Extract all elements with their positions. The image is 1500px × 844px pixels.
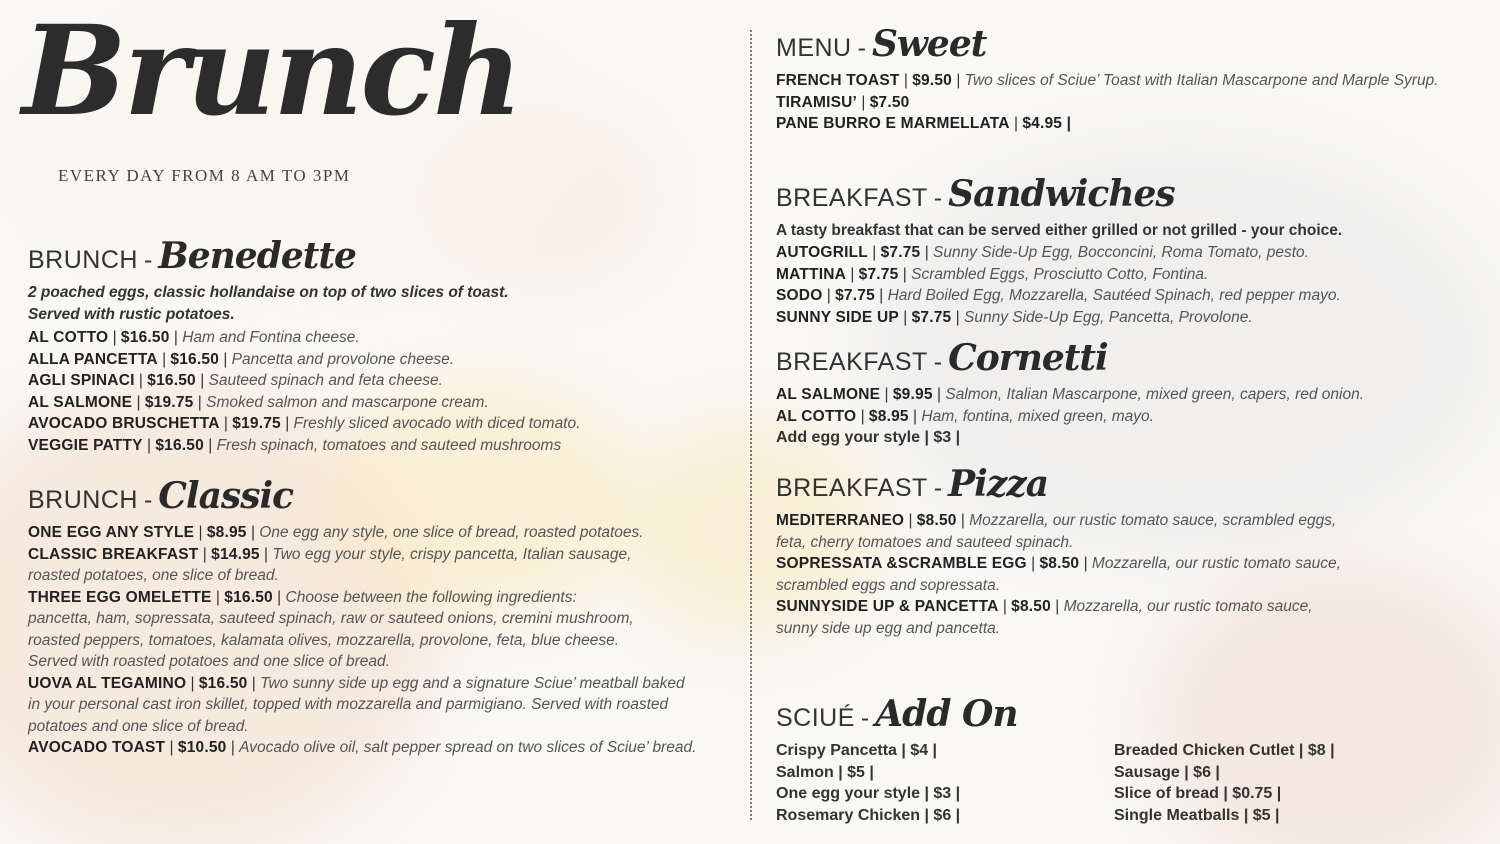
menu-item: CLASSIC BREAKFAST | $14.95 | Two egg your style, crispy pancetta, Italian sausage, [28, 545, 632, 563]
section-heading: BRUNCH - Classic [28, 475, 294, 517]
heading-script: Classic [158, 475, 294, 517]
menu-item: ONE EGG ANY STYLE | $8.95 | One egg any style, one slice of bread, roasted potatoes. [28, 524, 644, 541]
section-heading: MENU - Sweet [776, 23, 987, 65]
addon-column-left [776, 740, 1114, 826]
item-name: AL SALMONE [28, 393, 133, 411]
item-name: PANE BURRO E MARMELLATA [776, 115, 1010, 132]
heading-prefix: MENU [776, 34, 852, 62]
addon-item: Rosemary Chicken | $6 | [776, 806, 961, 824]
item-description-continued: roasted peppers, tomatoes, kalamata olives, mozzarella, provolone, feta, blue cheese. [28, 631, 620, 649]
item-price: $16.50 [224, 588, 273, 606]
menu-item: SUNNY SIDE UP | $7.75 | Sunny Side-Up Egg, Pancetta, Provolone. [776, 308, 1253, 326]
item-description: Sunny Side-Up Egg, Bocconcini, Roma Tomato, pesto. [933, 244, 1309, 261]
addon-item: Single Meatballs | $5 | [1114, 806, 1280, 824]
item-description: Avocado olive oil, salt pepper spread on two slices of Sciue’ bread. [239, 739, 697, 756]
item-price: $19.75 [144, 393, 194, 411]
item-price: $7.75 [880, 244, 921, 261]
heading-script: Add On [875, 693, 1018, 735]
item-price: $16.50 [198, 674, 248, 692]
item-description-continued: pancetta, ham, sopressata, sauteed spinach, raw or sauteed onions, cremini mushroom, [28, 610, 634, 627]
item-name: AUTOGRILL [776, 244, 868, 261]
item-description: Ham, fontina, mixed green, mayo. [921, 407, 1154, 425]
menu-item: VEGGIE PATTY | $16.50 | Fresh spinach, tomatoes and sauteed mushrooms [28, 436, 562, 454]
item-description: Salmon, Italian Mascarpone, mixed green, capers, red onion. [945, 386, 1365, 403]
item-description-continued: feta, cherry tomatoes and sauteed spinach. [776, 533, 1074, 551]
item-description-continued: in your personal cast iron skillet, topped with mozzarella and parmigiano. Served with roasted [28, 696, 669, 713]
heading-prefix: BREAKFAST [776, 474, 928, 502]
menu-item: AL COTTO | $16.50 | Ham and Fontina cheese. [28, 329, 360, 346]
item-price: $7.75 [835, 287, 875, 304]
item-name: AL COTTO [28, 329, 109, 346]
item-price: $16.50 [155, 436, 204, 454]
page-title: Brunch [22, 0, 521, 144]
heading-script: Pizza [948, 463, 1049, 505]
addon-item: Salmon | $5 | [776, 763, 874, 781]
section-breakfast-cornetti [776, 337, 1486, 449]
menu-item: MATTINA | $7.75 | Scrambled Eggs, Prosciutto Cotto, Fontina. [776, 265, 1209, 283]
menu-item: SODO | $7.75 | Hard Boiled Egg, Mozzarella, Sautéed Spinach, red pepper mayo. [776, 287, 1341, 304]
item-price: $8.95 [868, 407, 909, 425]
item-name: AL SALMONE [776, 386, 881, 403]
item-name: AVOCADO TOAST [28, 739, 166, 756]
item-price: $8.50 [1039, 555, 1080, 572]
heading-prefix: SCIUÉ [776, 704, 855, 732]
item-description: Two sunny side up egg and a signature Sciue’ meatball baked [260, 674, 685, 692]
item-name: VEGGIE PATTY [28, 436, 143, 454]
addon-item: Breaded Chicken Cutlet | $8 | [1114, 742, 1335, 759]
heading-script: Sandwiches [948, 173, 1175, 215]
section-breakfast-pizza [776, 463, 1486, 639]
item-description-continued: scrambled eggs and sopressata. [776, 576, 1001, 594]
item-price: $10.50 [177, 739, 227, 756]
menu-item: AVOCADO BRUSCHETTA | $19.75 | Freshly sliced avocado with diced tomato. [28, 415, 581, 432]
item-description: Choose between the following ingredients: [285, 588, 577, 606]
column-divider [750, 30, 752, 820]
menu-item: FRENCH TOAST | $9.50 | Two slices of Sciue’ Toast with Italian Mascarpone and Marple Syrup. [776, 72, 1439, 89]
item-price: $8.95 [206, 524, 247, 541]
item-description: Scrambled Eggs, Prosciutto Cotto, Fontina. [911, 265, 1209, 283]
section-description: A tasty breakfast that can be served either grilled or not grilled - your choice. [776, 222, 1343, 239]
add-egg-note: Add egg your style | $3 | [776, 429, 961, 446]
heading-script: Benedette [158, 235, 356, 277]
item-description: Mozzarella, our rustic tomato sauce, scrambled eggs, [969, 512, 1337, 529]
addon-column-right [1114, 740, 1452, 826]
item-description: Mozzarella, our rustic tomato sauce, [1091, 555, 1341, 572]
item-price: $7.50 [869, 93, 910, 111]
item-name: FRENCH TOAST [776, 72, 900, 89]
item-name: MEDITERRANEO [776, 512, 905, 529]
item-name: SUNNYSIDE UP & PANCETTA [776, 598, 999, 615]
item-name: TIRAMISU’ [776, 93, 858, 111]
section-sciue-add-on [776, 693, 1486, 826]
menu-item: TIRAMISU’ | $7.50 [776, 93, 910, 111]
section-brunch-classic [28, 475, 748, 759]
item-name: UOVA AL TEGAMINO [28, 674, 187, 692]
item-description: Pancetta and provolone cheese. [231, 350, 454, 368]
item-description: One egg any style, one slice of bread, roasted potatoes. [259, 524, 644, 541]
menu-item: SOPRESSATA &SCRAMBLE EGG | $8.50 | Mozzarella, our rustic tomato sauce, [776, 555, 1341, 572]
heading-script: Sweet [871, 23, 987, 65]
item-description-continued: potatoes and one slice of bread. [28, 717, 249, 735]
item-name: SUNNY SIDE UP [776, 308, 899, 326]
menu-item: AL COTTO | $8.95 | Ham, fontina, mixed green, mayo. [776, 407, 1154, 425]
menu-item: AVOCADO TOAST | $10.50 | Avocado olive oil, salt pepper spread on two slices of Sciue’ bread. [28, 739, 697, 756]
heading-prefix: BRUNCH [28, 246, 138, 274]
menu-item: THREE EGG OMELETTE | $16.50 | Choose between the following ingredients: [28, 588, 577, 606]
menu-item: ALLA PANCETTA | $16.50 | Pancetta and provolone cheese. [28, 350, 454, 368]
item-price: $8.50 [916, 512, 957, 529]
section-heading: BREAKFAST - Cornetti [776, 337, 1108, 379]
item-name: AL COTTO [776, 407, 857, 425]
item-price: $19.75 [232, 415, 281, 432]
item-name: ONE EGG ANY STYLE [28, 524, 195, 541]
item-description: Smoked salmon and mascarpone cream. [206, 393, 489, 411]
menu-item: PANE BURRO E MARMELLATA | $4.95 | [776, 115, 1072, 132]
heading-prefix: BREAKFAST [776, 184, 928, 212]
item-description: Sunny Side-Up Egg, Pancetta, Provolone. [964, 308, 1253, 326]
item-description: Two egg your style, crispy pancetta, Italian sausage, [272, 545, 632, 563]
menu-item: UOVA AL TEGAMINO | $16.50 | Two sunny side up egg and a signature Sciue’ meatball baked [28, 674, 685, 692]
item-description: Mozzarella, our rustic tomato sauce, [1063, 598, 1313, 615]
heading-script: Cornetti [948, 337, 1108, 379]
item-description-continued: sunny side up egg and pancetta. [776, 619, 1001, 637]
item-name: SODO [776, 287, 823, 304]
menu-item: MEDITERRANEO | $8.50 | Mozzarella, our rustic tomato sauce, scrambled eggs, [776, 512, 1337, 529]
section-breakfast-sandwiches [776, 173, 1486, 328]
item-price: $9.50 [912, 72, 952, 89]
item-description: Freshly sliced avocado with diced tomato. [293, 415, 581, 432]
section-heading: BRUNCH - Benedette [28, 235, 356, 277]
item-name: AGLI SPINACI [28, 372, 135, 389]
item-description: Sauteed spinach and feta cheese. [208, 372, 443, 389]
item-price: $16.50 [120, 329, 170, 346]
menu-item: AL SALMONE | $19.75 | Smoked salmon and mascarpone cream. [28, 393, 489, 411]
item-description: Two slices of Sciue’ Toast with Italian Mascarpone and Marple Syrup. [964, 72, 1439, 89]
item-description: Fresh spinach, tomatoes and sauteed mushrooms [216, 436, 562, 454]
section-brunch-benedette [28, 235, 728, 456]
menu-item: SUNNYSIDE UP & PANCETTA | $8.50 | Mozzarella, our rustic tomato sauce, [776, 598, 1313, 615]
item-price: $7.75 [911, 308, 952, 326]
item-price: $7.75 [858, 265, 899, 283]
heading-prefix: BRUNCH [28, 486, 138, 514]
heading-prefix: BREAKFAST [776, 348, 928, 376]
hours-subtitle: EVERY DAY FROM 8 AM TO 3PM [58, 166, 351, 185]
item-price: $9.95 [892, 386, 933, 403]
addon-item: Slice of bread | $0.75 | [1114, 785, 1282, 802]
addon-item: Sausage | $6 | [1114, 763, 1220, 781]
menu-item: AL SALMONE | $9.95 | Salmon, Italian Mascarpone, mixed green, capers, red onion. [776, 386, 1365, 403]
item-description-continued: Served with roasted potatoes and one slice of bread. [28, 653, 390, 670]
item-name: AVOCADO BRUSCHETTA [28, 415, 220, 432]
section-heading: BREAKFAST - Pizza [776, 463, 1049, 505]
item-name: THREE EGG OMELETTE [28, 588, 212, 606]
item-name: MATTINA [776, 265, 846, 283]
item-price: $8.50 [1011, 598, 1051, 615]
item-price: $14.95 [211, 545, 260, 563]
section-heading: BREAKFAST - Sandwiches [776, 173, 1175, 215]
item-price: $16.50 [170, 350, 220, 368]
section-menu-sweet [776, 23, 1486, 135]
item-name: SOPRESSATA &SCRAMBLE EGG [776, 555, 1027, 572]
addon-item: Crispy Pancetta | $4 | [776, 742, 938, 759]
item-price: $16.50 [147, 372, 196, 389]
menu-item: AGLI SPINACI | $16.50 | Sauteed spinach and feta cheese. [28, 372, 443, 389]
item-name: CLASSIC BREAKFAST [28, 545, 199, 563]
addon-item: One egg your style | $3 | [776, 785, 961, 802]
item-description: Hard Boiled Egg, Mozzarella, Sautéed Spinach, red pepper mayo. [887, 287, 1341, 304]
section-heading: SCIUÉ - Add On [776, 693, 1018, 735]
item-price: $4.95 | [1022, 115, 1072, 132]
menu-item: AUTOGRILL | $7.75 | Sunny Side-Up Egg, Bocconcini, Roma Tomato, pesto. [776, 244, 1309, 261]
section-description: Served with rustic potatoes. [28, 306, 235, 323]
section-description: 2 poached eggs, classic hollandaise on top of two slices of toast. [28, 284, 509, 301]
item-description: Ham and Fontina cheese. [182, 329, 360, 346]
item-description-continued: roasted potatoes, one slice of bread. [28, 567, 279, 584]
item-name: ALLA PANCETTA [28, 350, 158, 368]
